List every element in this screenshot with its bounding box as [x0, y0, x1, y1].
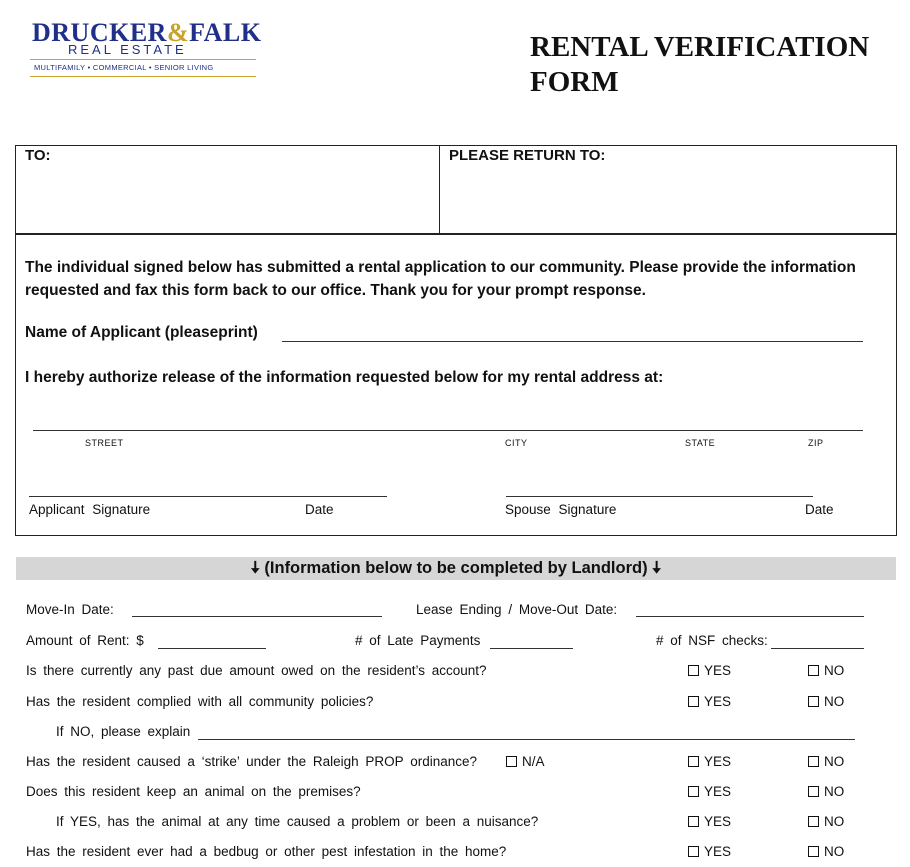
- checkbox-icon: [808, 786, 819, 797]
- applicant-signature-label: Applicant Signature: [29, 502, 151, 517]
- complied-no[interactable]: [808, 694, 844, 709]
- yes-label: YES: [704, 694, 732, 709]
- no-label: NO: [824, 754, 845, 769]
- applicant-name-label: Name of Applicant (pleaseprint): [25, 324, 258, 341]
- yes-label: YES: [704, 663, 732, 678]
- yes-label: YES: [704, 844, 732, 859]
- checkbox-icon: [688, 696, 699, 707]
- spouse-signature-field[interactable]: [506, 496, 813, 497]
- no-label: NO: [824, 694, 845, 709]
- rent-field[interactable]: [158, 648, 266, 649]
- return-to-label: PLEASE RETURN TO:: [449, 147, 606, 164]
- header-divider: [439, 145, 440, 234]
- question-past-due: Is there currently any past due amount owed on the resident’s account?: [26, 663, 487, 678]
- move-in-label: Move-In Date:: [26, 602, 114, 617]
- rent-label: Amount of Rent: $: [26, 633, 144, 648]
- no-label: NO: [824, 784, 845, 799]
- landlord-banner-text: 🠇 (Information below to be completed by Landlord) 🠇: [250, 559, 662, 577]
- past-due-yes[interactable]: [688, 663, 731, 678]
- applicant-date-label: Date: [305, 502, 334, 517]
- checkbox-icon: [808, 696, 819, 707]
- authorize-text: I hereby authorize release of the information requested below for my rental address at:: [25, 369, 664, 386]
- question-bedbug: Has the resident ever had a bedbug or other pest infestation in the home?: [26, 844, 507, 859]
- applicant-signature-field[interactable]: [29, 496, 387, 497]
- checkbox-icon: [808, 756, 819, 767]
- lease-end-field[interactable]: [636, 616, 864, 617]
- logo-rule-bottom: [30, 76, 256, 77]
- no-label: NO: [824, 844, 845, 859]
- logo-name-right: FALK: [189, 18, 262, 47]
- spouse-date-label: Date: [805, 502, 834, 517]
- to-field[interactable]: [30, 172, 430, 227]
- logo-tagline: MULTIFAMILY • COMMERCIAL • SENIOR LIVING: [34, 63, 214, 72]
- move-in-field[interactable]: [132, 616, 382, 617]
- question-complied: Has the resident complied with all community policies?: [26, 694, 374, 709]
- landlord-section-banner: [16, 557, 896, 580]
- city-label: CITY: [505, 438, 528, 448]
- logo-subtitle: REAL ESTATE: [68, 42, 187, 57]
- rental-address-field[interactable]: [33, 430, 863, 431]
- yes-label: YES: [704, 814, 732, 829]
- complied-yes[interactable]: [688, 694, 731, 709]
- animal-problem-no[interactable]: [808, 814, 844, 829]
- checkbox-icon: [688, 665, 699, 676]
- logo-rule-top: [30, 59, 256, 60]
- past-due-no[interactable]: [808, 663, 844, 678]
- intro-paragraph: The individual signed below has submitted a rental application to our community. Please provide the information requested and fax this form back to our office. Thank you for your prompt response.: [25, 259, 856, 299]
- question-strike: Has the resident caused a ‘strike’ under the Raleigh PROP ordinance?: [26, 754, 477, 769]
- no-label: NO: [824, 663, 845, 678]
- return-to-field[interactable]: [455, 172, 885, 227]
- state-label: STATE: [685, 438, 716, 448]
- explain-label: If NO, please explain: [56, 724, 191, 739]
- checkbox-icon: [688, 756, 699, 767]
- spouse-signature-label: Spouse Signature: [505, 502, 617, 517]
- nsf-checks-label: # of NSF checks:: [656, 633, 768, 648]
- applicant-name-field[interactable]: [282, 341, 863, 342]
- checkbox-icon: [808, 665, 819, 676]
- checkbox-icon: [506, 756, 517, 767]
- yes-label: YES: [704, 784, 732, 799]
- no-label: NO: [824, 814, 845, 829]
- form-title: RENTAL VERIFICATION FORM: [530, 31, 870, 98]
- nsf-checks-field[interactable]: [771, 648, 864, 649]
- checkbox-icon: [688, 786, 699, 797]
- strike-no[interactable]: [808, 754, 844, 769]
- bedbug-no[interactable]: [808, 844, 844, 859]
- lease-end-label: Lease Ending / Move-Out Date:: [416, 602, 618, 617]
- animal-problem-yes[interactable]: [688, 814, 731, 829]
- animal-yes[interactable]: [688, 784, 731, 799]
- animal-no[interactable]: [808, 784, 844, 799]
- late-payments-field[interactable]: [490, 648, 573, 649]
- logo-ampersand: &: [166, 18, 190, 47]
- street-label: STREET: [85, 438, 124, 448]
- checkbox-icon: [688, 846, 699, 857]
- bedbug-yes[interactable]: [688, 844, 731, 859]
- yes-label: YES: [704, 754, 732, 769]
- checkbox-icon: [808, 816, 819, 827]
- logo-name-left: DRUCKER: [32, 18, 167, 47]
- checkbox-icon: [688, 816, 699, 827]
- strike-na[interactable]: [506, 754, 545, 769]
- late-payments-label: # of Late Payments: [355, 633, 481, 648]
- to-label: TO:: [25, 147, 51, 164]
- question-animal-problem: If YES, has the animal at any time caused a problem or been a nuisance?: [56, 814, 539, 829]
- strike-yes[interactable]: [688, 754, 731, 769]
- question-animal: Does this resident keep an animal on the premises?: [26, 784, 361, 799]
- na-label: N/A: [522, 754, 545, 769]
- explain-field[interactable]: [198, 739, 855, 740]
- zip-label: ZIP: [808, 438, 824, 448]
- checkbox-icon: [808, 846, 819, 857]
